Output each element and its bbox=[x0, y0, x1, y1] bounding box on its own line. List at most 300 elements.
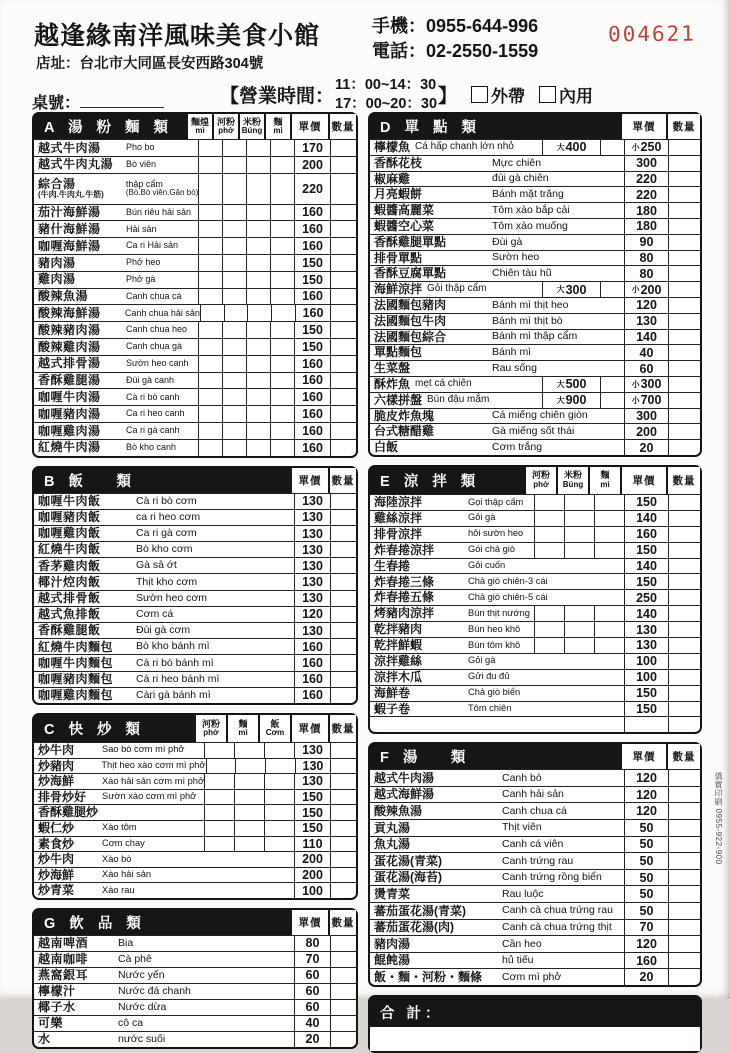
item-name-vi: Cơm trắng bbox=[492, 441, 543, 454]
quantity-cell[interactable] bbox=[668, 837, 700, 853]
quantity-cell[interactable] bbox=[330, 805, 356, 820]
item-name-zh: 乾拌鮮蝦 bbox=[374, 638, 423, 653]
business-hours-label: 【營業時間： bbox=[220, 86, 335, 107]
order-mark-cell[interactable] bbox=[594, 527, 624, 542]
item-name-vi: Bánh mì bbox=[492, 346, 532, 359]
quantity-cell[interactable] bbox=[330, 389, 356, 405]
quantity-cell[interactable] bbox=[668, 172, 700, 187]
quantity-cell[interactable] bbox=[668, 686, 700, 701]
unit-price: 160 bbox=[294, 221, 330, 237]
takeout-checkbox[interactable] bbox=[471, 86, 488, 103]
order-mark-cell[interactable] bbox=[534, 511, 564, 526]
contact-block bbox=[372, 14, 538, 64]
order-mark-cell[interactable] bbox=[198, 205, 222, 221]
menu-item-row bbox=[370, 819, 700, 836]
quantity-cell[interactable] bbox=[330, 1000, 356, 1015]
item-name-zh: 酸辣魚湯 bbox=[38, 289, 89, 304]
order-mark-cell[interactable] bbox=[564, 622, 594, 637]
total-amount-box[interactable] bbox=[370, 1027, 700, 1051]
order-mark-cell[interactable] bbox=[270, 406, 294, 422]
quantity-cell[interactable] bbox=[668, 156, 700, 171]
order-mark-cell[interactable] bbox=[198, 406, 222, 422]
order-mark-cell[interactable] bbox=[270, 389, 294, 405]
quantity-cell[interactable] bbox=[668, 622, 700, 637]
order-mark-cell[interactable] bbox=[594, 511, 624, 526]
quantity-cell[interactable] bbox=[330, 883, 356, 898]
quantity-cell[interactable] bbox=[330, 423, 356, 439]
quantity-cell[interactable] bbox=[668, 361, 700, 376]
order-mark-cell[interactable] bbox=[270, 157, 294, 173]
quantity-cell[interactable] bbox=[668, 886, 700, 902]
quantity-cell[interactable] bbox=[668, 330, 700, 345]
order-mark-cell[interactable] bbox=[222, 272, 246, 288]
order-mark-cell[interactable] bbox=[198, 157, 222, 173]
order-mark-cell[interactable] bbox=[246, 339, 270, 355]
item-name-zh: 紅燒牛肉飯 bbox=[38, 542, 101, 557]
quantity-cell[interactable] bbox=[668, 282, 700, 297]
order-mark-cell[interactable] bbox=[564, 511, 594, 526]
order-mark-cell[interactable] bbox=[564, 606, 594, 621]
order-mark-cell[interactable] bbox=[246, 289, 270, 305]
menu-item-row bbox=[370, 171, 700, 187]
order-mark-cell[interactable] bbox=[246, 205, 270, 221]
order-mark-cell[interactable] bbox=[270, 440, 294, 456]
order-mark-cell[interactable] bbox=[222, 255, 246, 271]
order-mark-cell[interactable] bbox=[265, 759, 295, 774]
quantity-cell[interactable] bbox=[668, 787, 700, 803]
quantity-cell[interactable] bbox=[668, 853, 700, 869]
order-mark-cell[interactable] bbox=[264, 743, 294, 758]
item-name-zh: 豬什海鮮湯 bbox=[38, 221, 101, 236]
quantity-cell[interactable] bbox=[668, 654, 700, 669]
quantity-cell[interactable] bbox=[330, 558, 356, 573]
order-mark-cell[interactable] bbox=[600, 393, 624, 408]
order-mark-cell[interactable] bbox=[270, 339, 294, 355]
order-mark-cell[interactable] bbox=[246, 255, 270, 271]
order-mark-cell[interactable] bbox=[270, 373, 294, 389]
unit-price: 130 bbox=[294, 510, 330, 525]
item-name-zh: 越南啤酒 bbox=[38, 936, 89, 951]
quantity-cell[interactable] bbox=[330, 868, 356, 883]
quantity-cell[interactable] bbox=[330, 373, 356, 389]
order-mark-cell[interactable] bbox=[206, 759, 236, 774]
order-mark-cell[interactable] bbox=[222, 157, 246, 173]
unit-price: 100 bbox=[624, 654, 668, 669]
order-mark-cell[interactable] bbox=[235, 759, 265, 774]
order-mark-cell[interactable] bbox=[270, 140, 294, 156]
quantity-cell[interactable] bbox=[330, 639, 356, 654]
takeout-option[interactable] bbox=[471, 82, 525, 107]
item-name-zh: 可樂 bbox=[38, 1016, 64, 1031]
order-mark-cell[interactable] bbox=[600, 377, 624, 392]
order-mark-cell[interactable] bbox=[198, 356, 222, 372]
quantity-cell[interactable] bbox=[330, 221, 356, 237]
quantity-cell[interactable] bbox=[668, 770, 700, 786]
size-label-small: 小 bbox=[631, 285, 640, 295]
quantity-cell[interactable] bbox=[668, 251, 700, 266]
quantity-cell[interactable] bbox=[668, 495, 700, 510]
order-mark-cell[interactable] bbox=[594, 622, 624, 637]
quantity-cell[interactable] bbox=[668, 638, 700, 653]
quantity-cell[interactable] bbox=[330, 574, 356, 589]
quantity-cell[interactable] bbox=[330, 140, 356, 156]
quantity-cell[interactable] bbox=[330, 510, 356, 525]
menu-item-row bbox=[370, 836, 700, 853]
order-mark-cell[interactable] bbox=[198, 322, 222, 338]
order-mark-cell[interactable] bbox=[534, 622, 564, 637]
order-mark-cell[interactable] bbox=[534, 495, 564, 510]
order-mark-cell[interactable] bbox=[198, 373, 222, 389]
quantity-cell[interactable] bbox=[668, 820, 700, 836]
quantity-cell[interactable] bbox=[668, 920, 700, 936]
order-mark-cell[interactable] bbox=[600, 282, 624, 297]
quantity-cell[interactable] bbox=[668, 235, 700, 250]
order-mark-cell[interactable] bbox=[594, 495, 624, 510]
order-mark-cell[interactable] bbox=[246, 373, 270, 389]
item-name-zh: 炒牛肉 bbox=[38, 852, 75, 867]
order-mark-cell[interactable] bbox=[198, 440, 222, 456]
quantity-cell[interactable] bbox=[330, 655, 356, 670]
quantity-cell[interactable] bbox=[668, 203, 700, 218]
order-mark-cell[interactable] bbox=[234, 743, 264, 758]
quantity-cell[interactable] bbox=[330, 494, 356, 509]
order-mark-cell[interactable] bbox=[564, 638, 594, 653]
menu-item-row bbox=[370, 573, 700, 589]
quantity-cell[interactable] bbox=[330, 774, 356, 789]
item-name-vi: Canh bò bbox=[502, 771, 542, 784]
quantity-cell[interactable] bbox=[330, 406, 356, 422]
order-mark-cell[interactable] bbox=[246, 423, 270, 439]
unit-price: 150 bbox=[294, 821, 330, 836]
unit-price: 140 bbox=[624, 559, 668, 574]
item-name-zh: 酥炸魚 bbox=[374, 377, 411, 392]
order-mark-cell[interactable] bbox=[564, 527, 594, 542]
unit-price: 160 bbox=[294, 688, 330, 703]
order-mark-cell[interactable] bbox=[270, 221, 294, 237]
order-mark-cell[interactable] bbox=[534, 543, 564, 558]
order-mark-cell[interactable] bbox=[246, 238, 270, 254]
quantity-cell[interactable] bbox=[668, 440, 700, 455]
quantity-cell[interactable] bbox=[668, 393, 700, 408]
order-mark-cell[interactable] bbox=[204, 821, 234, 836]
quantity-cell[interactable] bbox=[330, 759, 356, 774]
order-mark-cell[interactable] bbox=[198, 339, 222, 355]
menu-section-stirfry bbox=[32, 713, 358, 900]
order-mark-cell[interactable] bbox=[204, 743, 234, 758]
quantity-cell[interactable] bbox=[668, 606, 700, 621]
order-mark-cell[interactable] bbox=[246, 389, 270, 405]
order-mark-cell[interactable] bbox=[264, 821, 294, 836]
order-mark-cell[interactable] bbox=[270, 289, 294, 305]
order-mark-cell[interactable] bbox=[198, 389, 222, 405]
menu-item-row bbox=[370, 968, 700, 985]
unit-price: 150 bbox=[624, 574, 668, 589]
quantity-cell[interactable] bbox=[668, 511, 700, 526]
quantity-cell[interactable] bbox=[668, 298, 700, 313]
item-name-zh: 酸辣雞肉湯 bbox=[38, 339, 101, 354]
item-name-zh: 水 bbox=[38, 1032, 51, 1047]
item-name-vi: Ca ri Hải sản bbox=[126, 240, 179, 251]
order-mark-cell[interactable] bbox=[222, 406, 246, 422]
quantity-cell[interactable] bbox=[330, 440, 356, 456]
quantity-cell[interactable] bbox=[330, 852, 356, 867]
order-mark-cell[interactable] bbox=[270, 255, 294, 271]
order-mark-cell[interactable] bbox=[594, 543, 624, 558]
order-mark-cell[interactable] bbox=[246, 356, 270, 372]
order-mark-cell[interactable] bbox=[198, 221, 222, 237]
menu-body bbox=[32, 112, 702, 1053]
menu-item-row bbox=[34, 271, 356, 288]
order-mark-cell[interactable] bbox=[246, 406, 270, 422]
left-column bbox=[32, 112, 358, 1053]
order-mark-cell[interactable] bbox=[270, 205, 294, 221]
quantity-cell[interactable] bbox=[330, 322, 356, 338]
order-mark-cell[interactable] bbox=[564, 543, 594, 558]
order-mark-cell[interactable] bbox=[594, 638, 624, 653]
order-mark-cell[interactable] bbox=[222, 356, 246, 372]
quantity-cell[interactable] bbox=[330, 968, 356, 983]
order-mark-cell[interactable] bbox=[270, 356, 294, 372]
quantity-cell[interactable] bbox=[330, 743, 356, 758]
quantity-cell[interactable] bbox=[668, 717, 700, 732]
order-mark-cell[interactable] bbox=[222, 221, 246, 237]
menu-item-row bbox=[370, 802, 700, 819]
unit-price: 130 bbox=[294, 542, 330, 557]
item-name-zh: 排骨炒好 bbox=[38, 789, 87, 804]
quantity-cell[interactable] bbox=[668, 590, 700, 605]
order-mark-cell[interactable] bbox=[222, 174, 246, 204]
unit-price: 80 bbox=[624, 266, 668, 281]
quantity-cell[interactable] bbox=[668, 219, 700, 234]
order-mark-cell[interactable] bbox=[564, 495, 594, 510]
order-mark-cell[interactable] bbox=[247, 305, 271, 321]
quantity-cell[interactable] bbox=[668, 574, 700, 589]
quantity-cell[interactable] bbox=[668, 409, 700, 424]
order-mark-cell[interactable] bbox=[271, 305, 295, 321]
order-mark-cell[interactable] bbox=[198, 140, 222, 156]
item-name-vi: Đùi gà bbox=[492, 235, 523, 248]
order-mark-cell[interactable] bbox=[246, 157, 270, 173]
unit-price: 150 bbox=[624, 495, 668, 510]
order-mark-cell[interactable] bbox=[246, 322, 270, 338]
order-mark-cell[interactable] bbox=[198, 174, 222, 204]
order-mark-cell[interactable] bbox=[264, 805, 294, 820]
order-mark-cell[interactable] bbox=[594, 606, 624, 621]
item-name-vi: Canh chua hải sản bbox=[124, 307, 200, 318]
order-mark-cell[interactable] bbox=[234, 821, 264, 836]
order-mark-cell[interactable] bbox=[246, 221, 270, 237]
quantity-cell[interactable] bbox=[668, 936, 700, 952]
order-mark-cell[interactable] bbox=[246, 140, 270, 156]
quantity-cell[interactable] bbox=[668, 266, 700, 281]
menu-item-row bbox=[370, 589, 700, 605]
section-title: F 湯 類 bbox=[380, 750, 471, 767]
item-name-zh: 紅燒牛肉麵包 bbox=[38, 639, 114, 654]
quantity-cell[interactable] bbox=[668, 903, 700, 919]
order-mark-cell[interactable] bbox=[222, 339, 246, 355]
quantity-cell[interactable] bbox=[330, 952, 356, 967]
quantity-cell[interactable] bbox=[330, 542, 356, 557]
item-name-vi: Mực chiên bbox=[492, 156, 542, 169]
quantity-cell[interactable] bbox=[668, 187, 700, 202]
order-mark-cell[interactable] bbox=[270, 238, 294, 254]
size-label-small: 小 bbox=[631, 379, 640, 389]
order-mark-cell[interactable] bbox=[198, 238, 222, 254]
menu-item-row bbox=[370, 621, 700, 637]
quantity-cell[interactable] bbox=[330, 623, 356, 638]
order-mark-cell[interactable] bbox=[234, 805, 264, 820]
quantity-cell[interactable] bbox=[330, 591, 356, 606]
quantity-cell[interactable] bbox=[668, 424, 700, 439]
quantity-cell[interactable] bbox=[668, 543, 700, 558]
quantity-column-header: 數量 bbox=[666, 114, 700, 139]
quantity-cell[interactable] bbox=[330, 1016, 356, 1031]
order-mark-cell[interactable] bbox=[234, 774, 264, 789]
quantity-cell[interactable] bbox=[330, 688, 356, 703]
order-mark-cell[interactable] bbox=[222, 322, 246, 338]
menu-item-row bbox=[34, 254, 356, 271]
order-mark-cell[interactable] bbox=[264, 790, 294, 805]
quantity-cell[interactable] bbox=[668, 702, 700, 717]
order-mark-cell[interactable] bbox=[264, 774, 294, 789]
quantity-cell[interactable] bbox=[330, 1032, 356, 1047]
order-mark-cell[interactable] bbox=[222, 140, 246, 156]
item-name-zh-sub: (牛肉.牛肉丸.牛筋) bbox=[38, 189, 104, 199]
quantity-cell[interactable] bbox=[330, 255, 356, 271]
order-mark-cell[interactable] bbox=[234, 790, 264, 805]
item-name-zh: 魚丸湯 bbox=[374, 837, 411, 852]
quantity-cell[interactable] bbox=[330, 837, 356, 852]
item-name-vi: Xào rau bbox=[102, 884, 135, 895]
item-name-vi: Hải sản bbox=[126, 223, 157, 234]
order-mark-cell[interactable] bbox=[222, 205, 246, 221]
order-mark-cell[interactable] bbox=[222, 238, 246, 254]
order-mark-cell[interactable] bbox=[222, 289, 246, 305]
order-mark-cell[interactable] bbox=[246, 272, 270, 288]
quantity-cell[interactable] bbox=[668, 559, 700, 574]
order-mark-cell[interactable] bbox=[270, 174, 294, 204]
unit-price: 60 bbox=[624, 361, 668, 376]
quantity-cell[interactable] bbox=[330, 305, 356, 321]
quantity-cell[interactable] bbox=[668, 377, 700, 392]
quantity-cell[interactable] bbox=[668, 803, 700, 819]
order-mark-cell[interactable] bbox=[204, 837, 234, 852]
order-mark-cell[interactable] bbox=[198, 272, 222, 288]
quantity-cell[interactable] bbox=[330, 936, 356, 951]
item-name-vi: Bún heo khô bbox=[468, 623, 521, 634]
quantity-cell[interactable] bbox=[330, 672, 356, 687]
column-header: 河粉 phở bbox=[524, 467, 556, 494]
quantity-cell[interactable] bbox=[668, 345, 700, 360]
unit-price: 220 bbox=[624, 187, 668, 202]
menu-item-row bbox=[34, 405, 356, 422]
quantity-cell[interactable] bbox=[330, 821, 356, 836]
order-mark-cell[interactable] bbox=[534, 638, 564, 653]
item-name-vi: Chiên tàu hũ bbox=[492, 267, 552, 280]
order-mark-cell[interactable] bbox=[246, 174, 270, 204]
unit-price: 150 bbox=[294, 805, 330, 820]
item-name-vi: Canh cà chua trứng thịt bbox=[502, 920, 612, 933]
unit-price: 180 bbox=[624, 219, 668, 234]
quantity-cell[interactable] bbox=[668, 314, 700, 329]
quantity-cell[interactable] bbox=[330, 526, 356, 541]
item-name-zh: 炸春捲五條 bbox=[374, 590, 435, 605]
item-name-zh: 酸辣魚湯 bbox=[374, 803, 423, 818]
order-mark-cell[interactable] bbox=[264, 837, 294, 852]
quantity-cell[interactable] bbox=[330, 289, 356, 305]
order-mark-cell[interactable] bbox=[222, 440, 246, 456]
order-mark-cell[interactable] bbox=[222, 389, 246, 405]
dinein-checkbox[interactable] bbox=[539, 86, 556, 103]
quantity-cell[interactable] bbox=[330, 238, 356, 254]
item-name-zh: 越式牛肉湯 bbox=[374, 770, 435, 785]
order-mark-cell[interactable] bbox=[204, 790, 234, 805]
quantity-cell[interactable] bbox=[330, 790, 356, 805]
quantity-cell[interactable] bbox=[668, 969, 700, 985]
quantity-cell[interactable] bbox=[330, 174, 356, 204]
item-name-zh: 椒麻雞 bbox=[374, 171, 411, 186]
quantity-cell[interactable] bbox=[668, 870, 700, 886]
order-mark-cell[interactable] bbox=[600, 140, 624, 155]
order-mark-cell[interactable] bbox=[270, 423, 294, 439]
item-name-vi: hủ tiếu bbox=[502, 954, 534, 967]
order-mark-cell[interactable] bbox=[270, 272, 294, 288]
dinein-option[interactable] bbox=[539, 82, 593, 107]
quantity-cell[interactable] bbox=[330, 272, 356, 288]
order-mark-cell[interactable] bbox=[234, 837, 264, 852]
menu-item-row bbox=[34, 173, 356, 204]
order-mark-cell[interactable] bbox=[200, 305, 224, 321]
menu-section-alacarte bbox=[368, 112, 702, 457]
order-mark-cell[interactable] bbox=[270, 322, 294, 338]
item-name-zh: 排骨涼拌 bbox=[374, 526, 423, 541]
quantity-cell[interactable] bbox=[668, 527, 700, 542]
order-mark-cell[interactable] bbox=[198, 255, 222, 271]
order-mark-cell[interactable] bbox=[246, 440, 270, 456]
menu-item-row bbox=[370, 265, 700, 281]
item-name-vi: Xào hải sản cơm mì phở bbox=[101, 775, 205, 786]
quantity-cell[interactable] bbox=[330, 339, 356, 355]
quantity-cell[interactable] bbox=[330, 205, 356, 221]
order-mark-cell[interactable] bbox=[534, 606, 564, 621]
menu-item-row bbox=[34, 935, 356, 951]
quantity-cell[interactable] bbox=[668, 670, 700, 685]
order-mark-cell[interactable] bbox=[534, 527, 564, 542]
order-mark-cell[interactable] bbox=[222, 423, 246, 439]
order-mark-cell[interactable] bbox=[198, 289, 222, 305]
quantity-cell[interactable] bbox=[668, 140, 700, 155]
quantity-cell[interactable] bbox=[668, 953, 700, 969]
order-mark-cell[interactable] bbox=[222, 373, 246, 389]
quantity-cell[interactable] bbox=[330, 356, 356, 372]
menu-item-row bbox=[34, 220, 356, 237]
menu-item-row bbox=[34, 338, 356, 355]
hours-dinner: 17：00~20：30 bbox=[335, 95, 438, 112]
table-number-line[interactable] bbox=[80, 93, 164, 108]
order-mark-cell[interactable] bbox=[224, 305, 248, 321]
quantity-cell[interactable] bbox=[330, 984, 356, 999]
menu-item-row bbox=[370, 186, 700, 202]
menu-item-row bbox=[34, 867, 356, 883]
order-mark-cell[interactable] bbox=[204, 774, 234, 789]
item-name-zh: 香酥雞腿單點 bbox=[374, 234, 447, 249]
item-name-zh: 法國麵包豬肉 bbox=[374, 298, 447, 313]
order-mark-cell[interactable] bbox=[204, 805, 234, 820]
order-mark-cell[interactable] bbox=[198, 423, 222, 439]
quantity-cell[interactable] bbox=[330, 157, 356, 173]
quantity-cell[interactable] bbox=[330, 607, 356, 622]
item-name-vi: Bún tôm khô bbox=[468, 639, 521, 650]
